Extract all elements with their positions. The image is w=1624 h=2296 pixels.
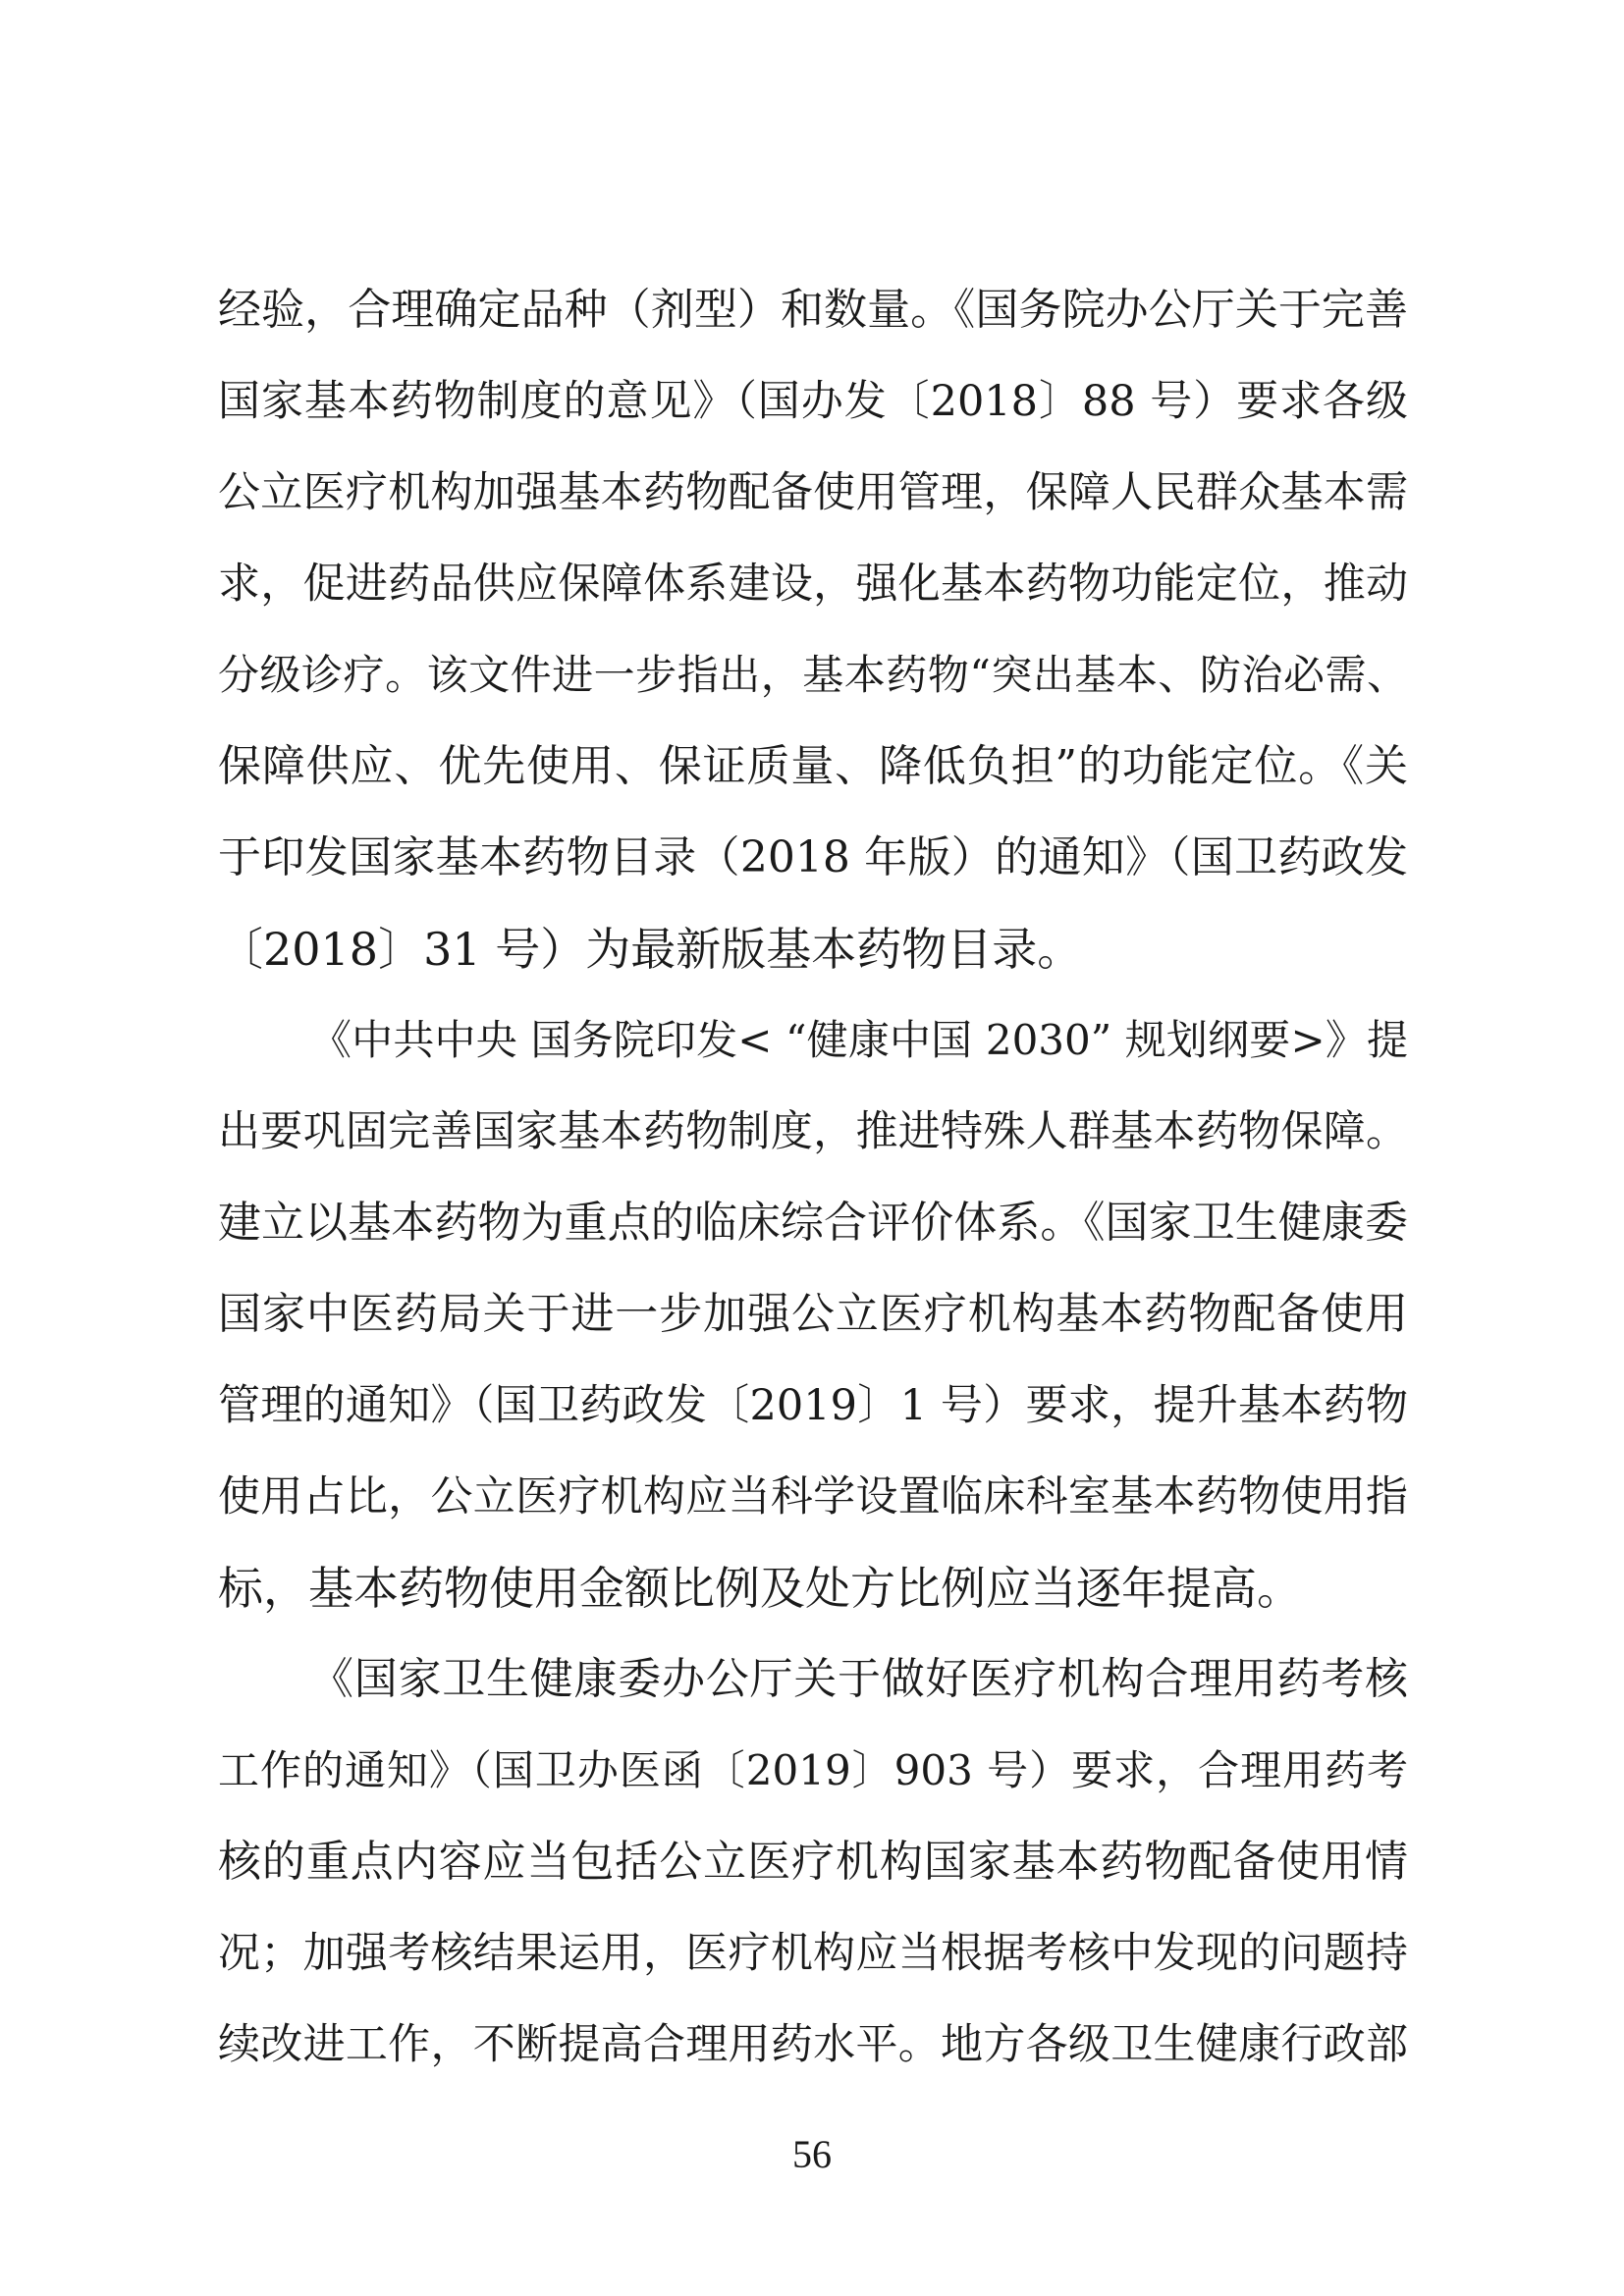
text-line: 分级诊疗。该文件进一步指出，基本药物“突出基本、防治必需、 [218,651,1408,699]
text-line: 保障供应、优先使用、保证质量、降低负担”的功能定位。《关 [218,741,1408,791]
text-line: 国家基本药物制度的意见》（国办发〔2018〕88 号）要求各级 [218,377,1408,426]
text-line: 于印发国家基本药物目录（2018 年版）的通知》（国卫药政发 [218,832,1408,882]
text-line: 国家中医药局关于进一步加强公立医疗机构基本药物配备使用 [218,1289,1408,1339]
text-line: 使用占比，公立医疗机构应当科学设置临床科室基本药物使用指 [218,1472,1408,1522]
text-line: 标，基本药物使用金额比例及处方比例应当逐年提高。 [218,1562,1302,1615]
text-line: 核的重点内容应当包括公立医疗机构国家基本药物配备使用情 [218,1837,1408,1887]
text-line: 《国家卫生健康委办公厅关于做好医疗机构合理用药考核 [310,1654,1408,1704]
text-line: 经验，合理确定品种（剂型）和数量。《国务院办公厅关于完善 [218,285,1408,335]
text-line: 续改进工作，不断提高合理用药水平。地方各级卫生健康行政部 [218,2020,1408,2069]
text-line: 出要巩固完善国家基本药物制度，推进特殊人群基本药物保障。 [218,1107,1408,1156]
page-number: 56 [792,2132,832,2176]
text-line: 况；加强考核结果运用，医疗机构应当根据考核中发现的问题持 [218,1929,1408,1978]
text-line: 建立以基本药物为重点的临床综合评价体系。《国家卫生健康委 [218,1198,1408,1248]
text-line: 〔2018〕31 号）为最新版基本药物目录。 [218,923,1083,976]
text-line: 工作的通知》（国卫办医函〔2019〕903 号）要求，合理用药考 [218,1746,1408,1794]
text-line: 管理的通知》（国卫药政发〔2019〕1 号）要求，提升基本药物 [218,1381,1408,1430]
text-line: 求，促进药品供应保障体系建设，强化基本药物功能定位，推动 [218,560,1408,609]
text-line: 《中共中央 国务院印发< “健康中国 2030” 规划纲要>》提 [310,1016,1408,1064]
text-line: 公立医疗机构加强基本药物配备使用管理，保障人民群众基本需 [218,468,1408,517]
